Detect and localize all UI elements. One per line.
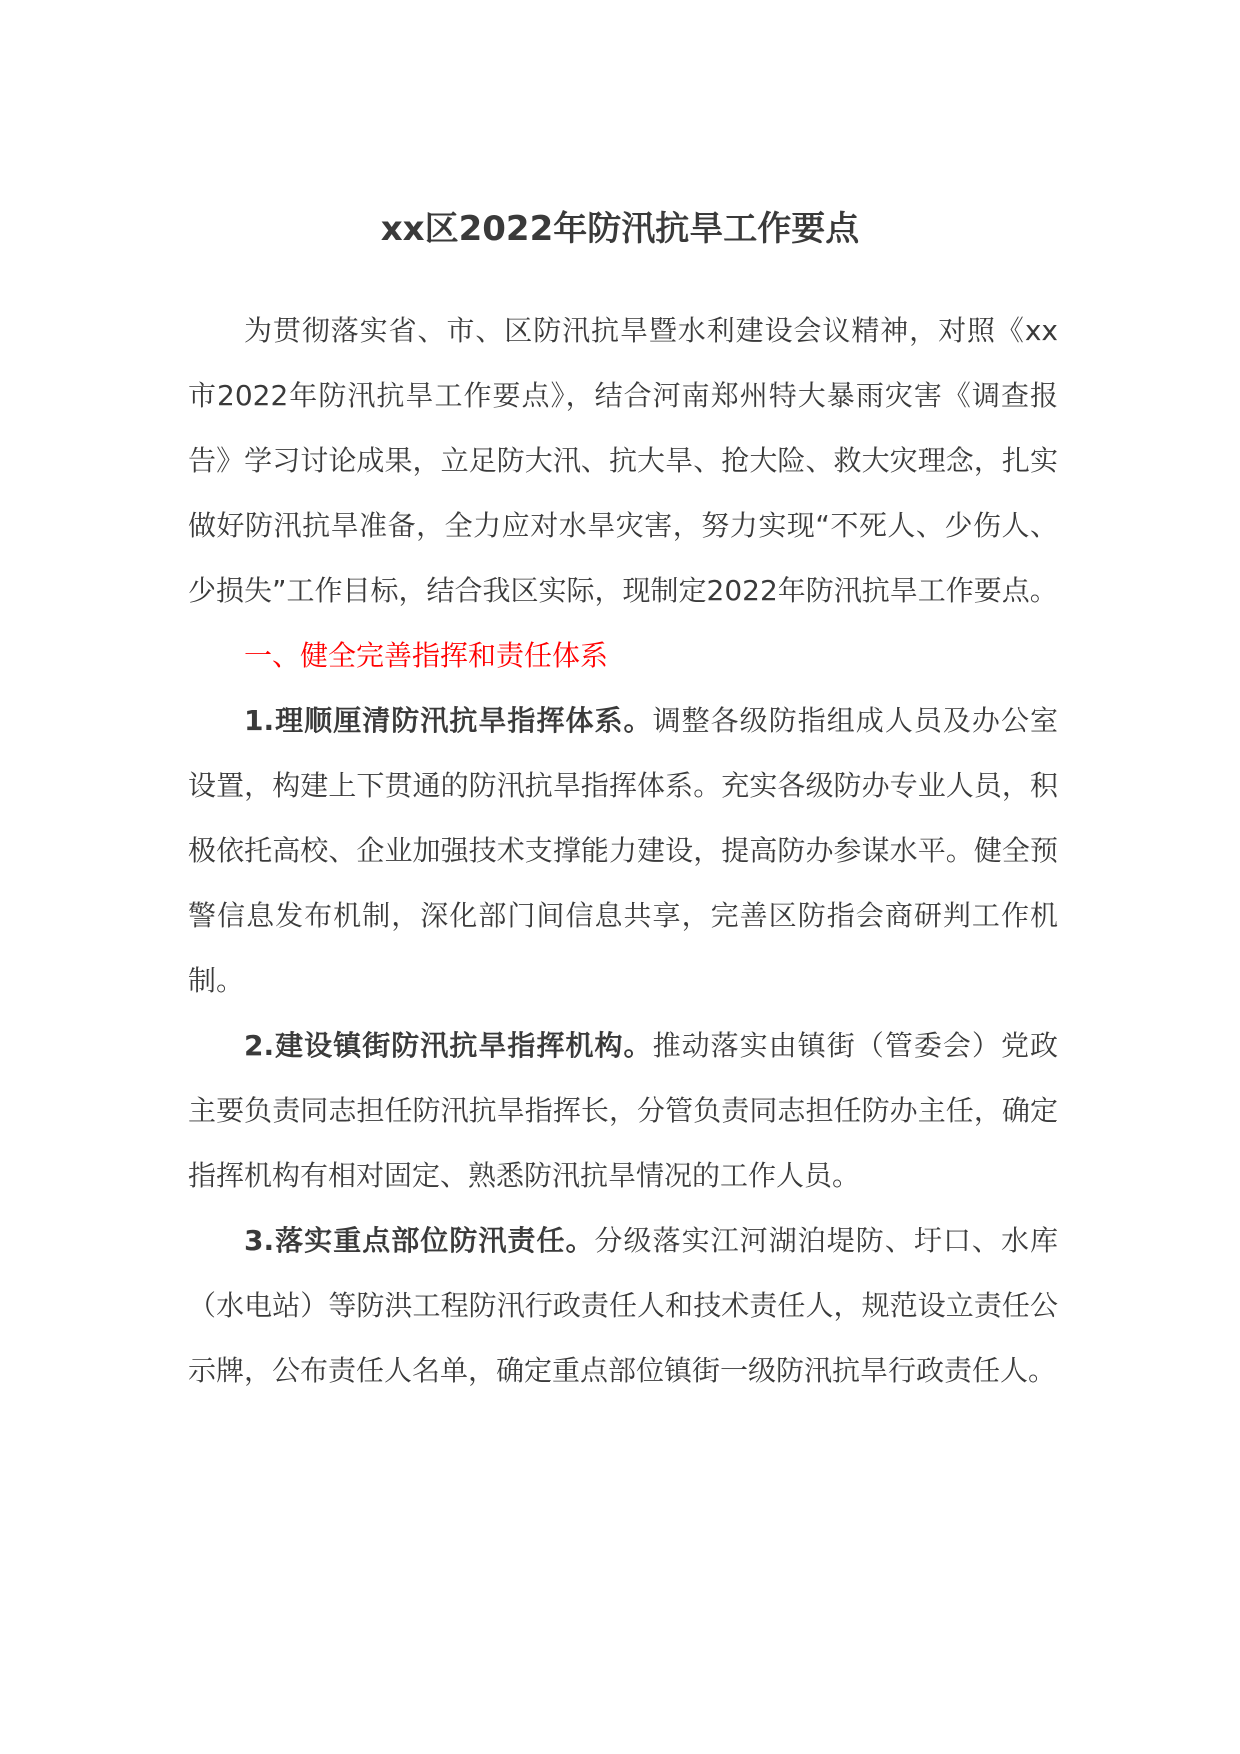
document-body — [188, 298, 1058, 1403]
item-lead: 1.理顺厘清防汛抗旱指挥体系。 — [244, 704, 653, 737]
list-item — [188, 1013, 1058, 1208]
list-item — [188, 1208, 1058, 1403]
item-text: 调整各级防指组成人员及办公室设置，构建上下贯通的防汛抗旱指挥体系。充实各级防办专业人员，积极依托高校、企业加强技术支撑能力建设，提高防办参谋水平。健全预警信息发布机制，深化部门间信息共享，完善区防指会商研判工作机制。 — [188, 704, 1058, 997]
intro-paragraph: 为贯彻落实省、市、区防汛抗旱暨水利建设会议精神，对照《xx市2022年防汛抗旱工作要点》，结合河南郑州特大暴雨灾害《调查报告》学习讨论成果，立足防大汛、抗大旱、抢大险、救大灾理念，扎实做好防汛抗旱准备，全力应对水旱灾害，努力实现“不死人、少伤人、少损失”工作目标，结合我区实际，现制定2022年防汛抗旱工作要点。 — [188, 314, 1058, 607]
item-lead: 2.建设镇街防汛抗旱指挥机构。 — [244, 1029, 653, 1062]
item-text: 推动落实由镇街（管委会）党政主要负责同志担任防汛抗旱指挥长，分管负责同志担任防办主任，确定指挥机构有相对固定、熟悉防汛抗旱情况的工作人员。 — [188, 1029, 1058, 1192]
list-item — [188, 688, 1058, 1013]
section-heading: 一、健全完善指挥和责任体系 — [244, 639, 609, 672]
item-lead: 3.落实重点部位防汛责任。 — [244, 1224, 595, 1257]
item-text: 分级落实江河湖泊堤防、圩口、水库（水电站）等防洪工程防汛行政责任人和技术责任人，规范设立责任公示牌，公布责任人名单，确定重点部位镇街一级防汛抗旱行政责任人。 — [188, 1224, 1058, 1387]
document-title: xx区2022年防汛抗旱工作要点 — [380, 209, 860, 249]
